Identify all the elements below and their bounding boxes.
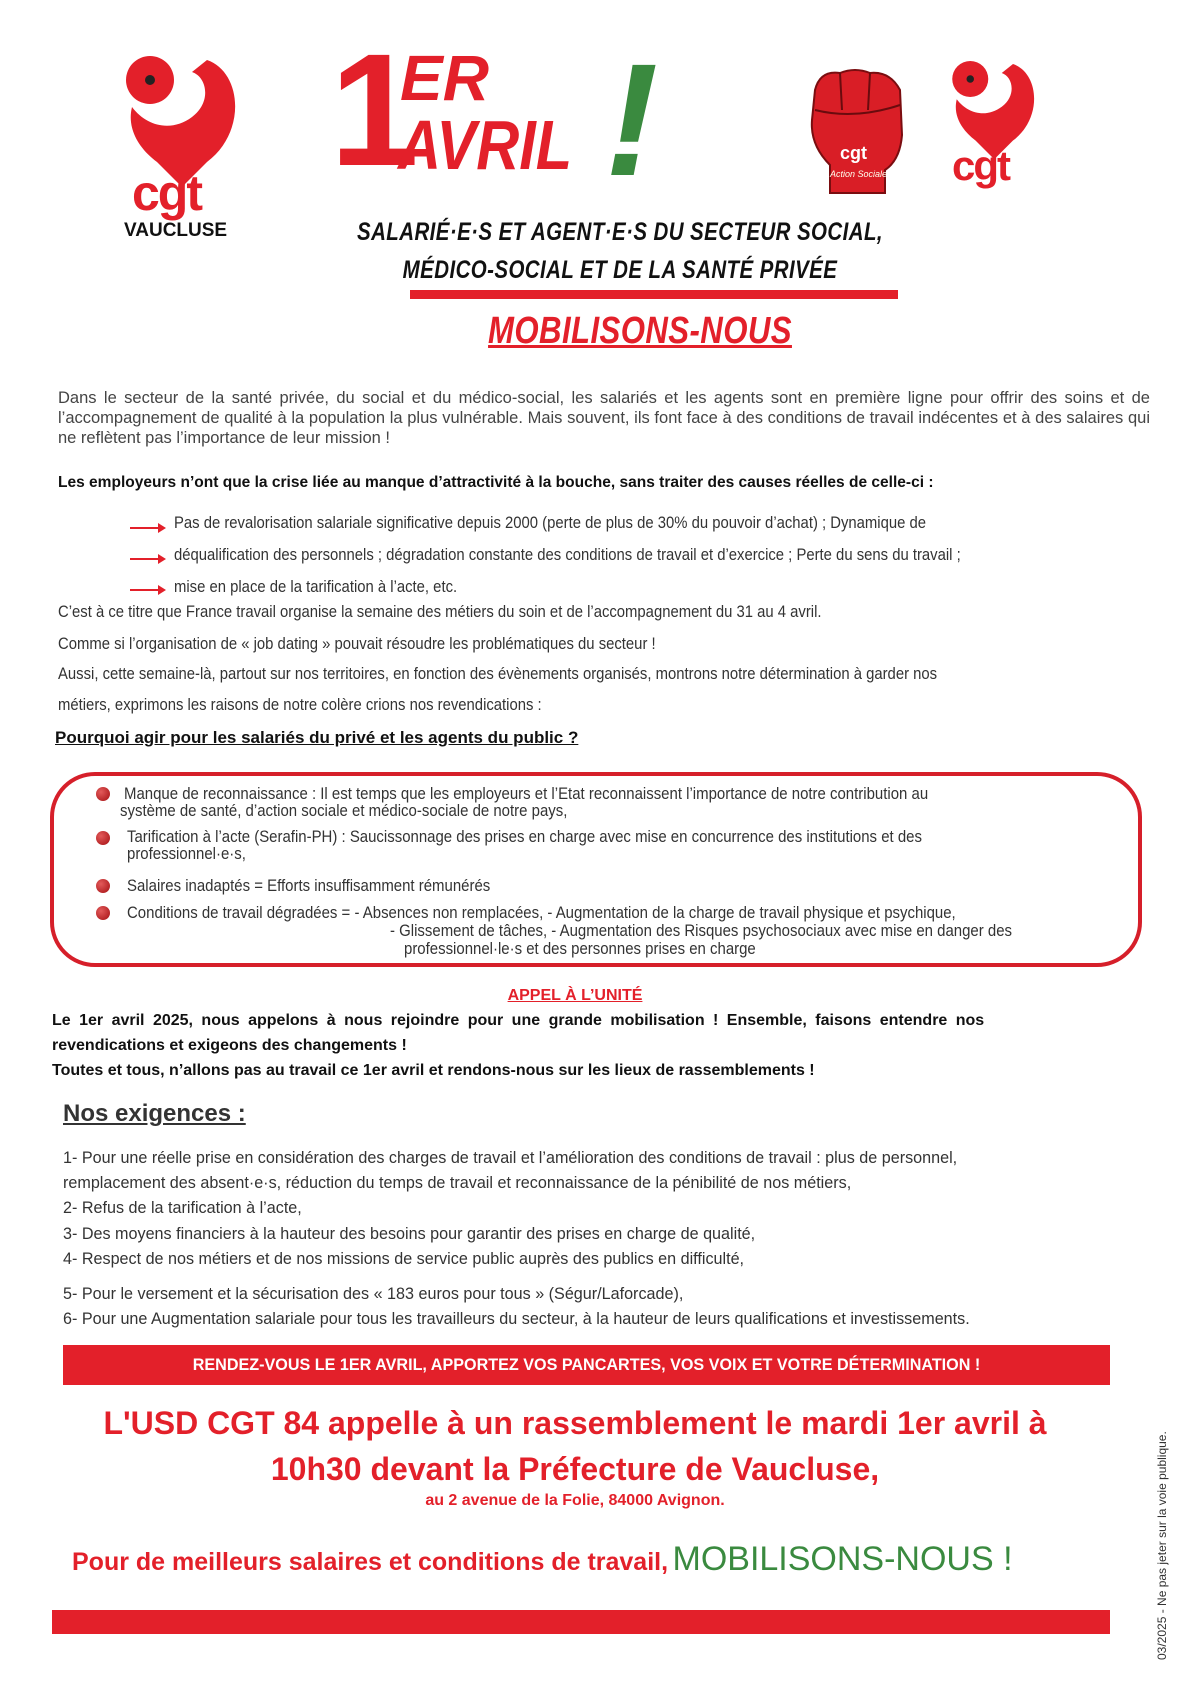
reason-line: professionnel·e·s,: [127, 844, 246, 863]
arrow-line: mise en place de la tarification à l’acte, etc.: [174, 578, 458, 596]
rendezvous-banner: [63, 1345, 1110, 1385]
slogan: MOBILISONS-NOUS: [488, 310, 792, 352]
body-line: C’est à ce titre que France travail organise la semaine des métiers du soin et de l’accompagnement du 31 au 4 avril.: [58, 603, 822, 621]
appeal-line: Le 1er avril 2025, nous appelons à nous rejoindre pour une grande mobilisation ! Ensemble, faisons entendre nos: [52, 1012, 985, 1029]
reason-line: Tarification à l’acte (Serafin-PH) : Saucissonnage des prises en charge avec mise en concurrence des institutions et des: [127, 827, 922, 846]
why-heading: Pourquoi agir pour les salariés du privé et les agents du public ?: [55, 728, 579, 747]
closing-red: Pour de meilleurs salaires et conditions de travail,: [72, 1548, 669, 1576]
demand-item: 4- Respect de nos métiers et de nos missions de service public auprès des publics en difficulté,: [63, 1249, 745, 1268]
body-line: métiers, exprimons les raisons de notre colère crions nos revendications :: [58, 696, 542, 714]
demand-item: 3- Des moyens financiers à la hauteur des besoins pour garantir des prises en charge de qualité,: [63, 1224, 756, 1243]
logo-cgt-text: cgt: [952, 142, 1009, 189]
demand-item: 5- Pour le versement et la sécurisation des « 183 euros pour tous » (Ségur/Laforcade),: [63, 1284, 684, 1303]
title-exclamation: !: [605, 30, 659, 209]
banner-text: RENDEZ-VOUS LE 1ER AVRIL, APPORTEZ VOS PANCARTES, VOS VOIX ET VOTRE DÉTERMINATION !: [192, 1355, 981, 1374]
side-note: 03/2025 - Ne pas jeter sur la voie publique.: [1155, 1431, 1169, 1660]
arrow-line: Pas de revalorisation salariale significative depuis 2000 (perte de plus de 30% du pouvoir d’achat) ; Dynamique de: [174, 514, 927, 532]
arrow-line: déqualification des personnels ; dégradation constante des conditions de travail et d’exercice ; Perte du sens du travail ;: [174, 546, 961, 564]
demand-item: 6- Pour une Augmentation salariale pour tous les travailleurs du secteur, à la hauteur de leurs qualifications et investissements.: [63, 1309, 970, 1328]
reason-line: Salaires inadaptés = Efforts insuffisamment rémunérés: [127, 876, 491, 895]
fist-caption: Action Sociale: [830, 169, 888, 179]
body-line: Aussi, cette semaine-là, partout sur nos territoires, en fonction des évènements organisés, montrons notre détermination à garder nos: [58, 665, 938, 683]
reason-line: Conditions de travail dégradées = - Absences non remplacées, - Augmentation de la charge de travail physique et psychique,: [127, 903, 956, 922]
reason-line: - Glissement de tâches, - Augmentation des Risques psychosociaux avec mise en danger des: [390, 921, 1013, 940]
bullet-icon: [96, 831, 110, 845]
cgt-sante-privee-logo: [938, 58, 1048, 198]
title-one: 1: [330, 20, 419, 199]
title-avril: AVRIL: [398, 106, 573, 184]
closing-line: [72, 1540, 1013, 1579]
subtitle-line-2: MÉDICO-SOCIAL ET DE LA SANTÉ PRIVÉE: [402, 256, 838, 284]
appeal-title: APPEL À L’UNITÉ: [507, 987, 643, 1004]
intro-paragraph: Dans le secteur de la santé privée, du social et du médico-social, les salariés et les agents sont en première ligne pour offrir des soins et de l’accompagnement de qualité à la population la plus vulnérable. Mais souvent, ils font face à des conditions de travail indécentes et à des salaires qui ne reflètent pas l’importance de leur mission !: [58, 389, 1150, 447]
employers-heading: Les employeurs n’ont que la crise liée au manque d’attractivité à la bouche, sans traiter des causes réelles de celle-ci :: [58, 474, 934, 491]
demand-item: 1- Pour une réelle prise en considération des charges de travail et l’amélioration des conditions de travail : plus de personnel,: [63, 1148, 958, 1167]
bottom-red-bar: [52, 1610, 1110, 1634]
cgt-action-sociale-fist-logo: [800, 65, 910, 195]
bullet-icon: [96, 906, 110, 920]
arrow-icon: [130, 527, 164, 529]
reason-line: Manque de reconnaissance : Il est temps que les employeurs et l’Etat reconnaissent l’importance de notre contribution au: [124, 784, 929, 803]
bullet-icon: [96, 879, 110, 893]
appeal-line: revendications et exigeons des changements !: [52, 1037, 407, 1054]
body-line: Comme si l’organisation de « job dating » pouvait résoudre les problématiques du secteur !: [58, 635, 656, 653]
rally-line-2: 10h30 devant la Préfecture de Vaucluse,: [270, 1451, 880, 1487]
reason-line: professionnel·le·s et des personnes prises en charge: [404, 939, 756, 958]
closing-green: MOBILISONS-NOUS !: [672, 1540, 1013, 1578]
arrow-icon: [130, 558, 164, 560]
arrow-icon: [130, 589, 164, 591]
bullet-icon: [96, 787, 110, 801]
logo-caption: VAUCLUSE: [124, 220, 228, 241]
appeal-line: Toutes et tous, n’allons pas au travail ce 1er avril et rendons-nous sur les lieux de rassemblements !: [52, 1062, 815, 1079]
logo-cgt-text: cgt: [132, 165, 201, 221]
fist-cgt-text: cgt: [840, 143, 867, 163]
rally-address: au 2 avenue de la Folie, 84000 Avignon.: [425, 1492, 725, 1509]
demand-item: 2- Refus de la tarification à l’acte,: [63, 1198, 302, 1217]
cgt-sante-action-sociale-logo: [112, 52, 262, 252]
title-er: ER: [400, 42, 489, 114]
subtitle-line-1: SALARIÉ·E·S ET AGENT·E·S DU SECTEUR SOCIAL,: [357, 218, 883, 246]
reason-line: système de santé, d’action sociale et médico-sociale de notre pays,: [120, 801, 568, 820]
red-divider: [410, 290, 898, 299]
demands-title: Nos exigences :: [63, 1100, 246, 1127]
rally-line-1: L'USD CGT 84 appelle à un rassemblement le mardi 1er avril à: [103, 1405, 1047, 1441]
demand-item: remplacement des absent·e·s, réduction du temps de travail et reconnaissance de la pénibilité de nos métiers,: [63, 1173, 852, 1192]
